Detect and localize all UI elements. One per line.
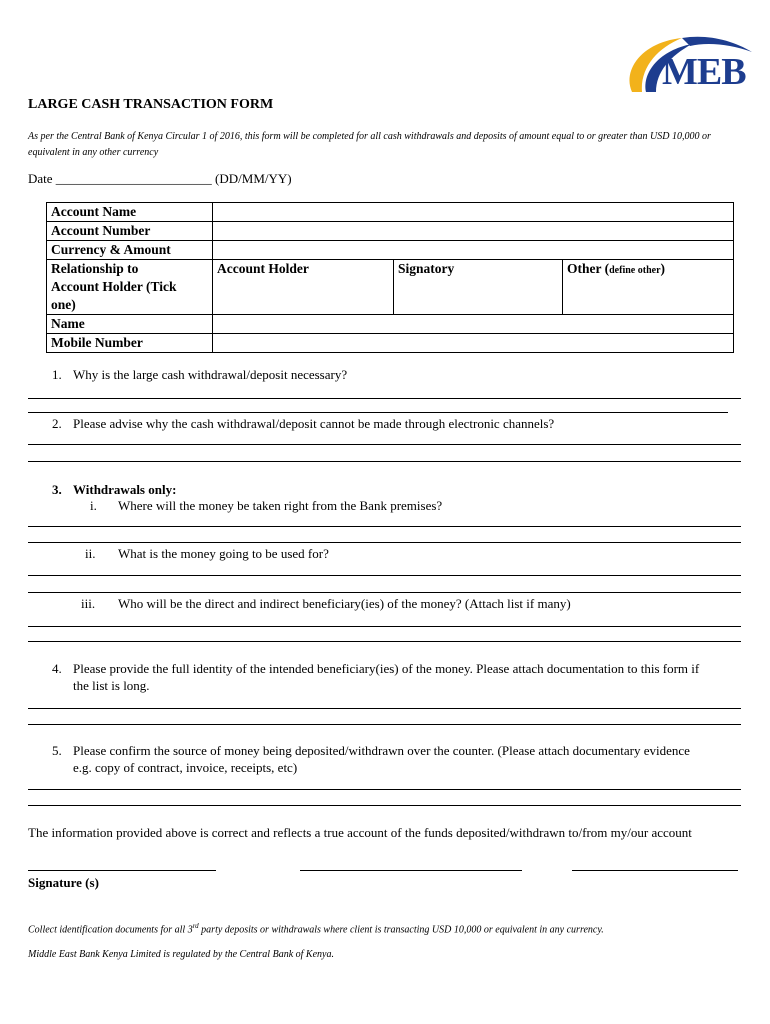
q3-text: Withdrawals only: [73, 482, 177, 497]
footer-note-a: Collect identification documents for all 3 [28, 924, 193, 936]
option-other-close: ) [660, 261, 666, 276]
q3iii-answer-line-2[interactable] [28, 641, 741, 642]
table-row [47, 334, 734, 353]
logo-text: MEB [662, 51, 746, 93]
table-row [47, 315, 734, 334]
table-row [47, 222, 734, 241]
signature-label: Signature (s) [28, 875, 99, 890]
q3iii-answer-line-1[interactable] [28, 626, 741, 627]
form-title: LARGE CASH TRANSACTION FORM [28, 97, 274, 112]
date-format: (DD/MM/YY) [215, 171, 292, 186]
relationship-line-2: Account Holder (Tick [51, 279, 177, 294]
date-label: Date [28, 171, 53, 186]
signature-line-2[interactable] [300, 870, 522, 871]
q3i-answer-line-1[interactable] [28, 526, 741, 527]
footer-note-sup: rd [192, 922, 199, 930]
currency-amount-field[interactable] [213, 241, 734, 260]
q4-text-line-1: Please provide the full identity of the intended beneficiary(ies) of the money. Please attach documentation to this form if [73, 661, 700, 676]
option-account-holder[interactable]: Account Holder [213, 260, 394, 315]
q1-answer-line-1[interactable] [28, 398, 741, 399]
q5-answer-line-2[interactable] [28, 805, 741, 806]
q3iii-number: iii. [81, 596, 96, 611]
q3-number: 3. [52, 482, 62, 497]
q3i-text: Where will the money be taken right from the Bank premises? [118, 498, 443, 513]
currency-amount-label: Currency & Amount [47, 241, 213, 260]
account-number-label: Account Number [47, 222, 213, 241]
option-signatory[interactable]: Signatory [394, 260, 563, 315]
mobile-label: Mobile Number [47, 334, 213, 353]
declaration-text: The information provided above is correct and reflects a true account of the funds deposited/withdrawn to/from my/our account [28, 825, 692, 840]
date-row [28, 171, 292, 187]
q2-answer-line-1[interactable] [28, 444, 741, 445]
intro-text: As per the Central Bank of Kenya Circular 1 of 2016, this form will be completed for all cash withdrawals and deposits of amount equal to or greater than USD 10,000 or equivalent in any other currency [28, 131, 711, 158]
q4-text-line-2: the list is long. [73, 678, 150, 693]
q5-text-line-1: Please confirm the source of money being deposited/withdrawn over the counter. (Please attach documentary evidence [73, 743, 690, 758]
q1-text: Why is the large cash withdrawal/deposit necessary? [73, 367, 348, 382]
table-row [47, 203, 734, 222]
q5-answer-line-1[interactable] [28, 789, 741, 790]
footer-note [28, 922, 604, 935]
account-table [46, 202, 734, 353]
q3i-answer-line-2[interactable] [28, 542, 741, 543]
q4-answer-line-1[interactable] [28, 708, 741, 709]
date-field[interactable]: ________________________ [55, 171, 212, 186]
option-other[interactable] [563, 260, 734, 315]
q1-answer-line-2[interactable] [28, 412, 728, 413]
option-other-label: Other ( [567, 261, 610, 276]
footer-regulated: Middle East Bank Kenya Limited is regulated by the Central Bank of Kenya. [28, 949, 334, 960]
q3i-number: i. [90, 498, 97, 513]
account-name-label: Account Name [47, 203, 213, 222]
footer-note-b: party deposits or withdrawals where client is transacting USD 10,000 or equivalent in any currency. [198, 924, 604, 936]
name-label: Name [47, 315, 213, 334]
q3ii-text: What is the money going to be used for? [118, 546, 329, 561]
q3ii-answer-line-2[interactable] [28, 592, 741, 593]
q2-text: Please advise why the cash withdrawal/deposit cannot be made through electronic channels? [73, 416, 555, 431]
table-row [47, 241, 734, 260]
relationship-line-1: Relationship to [51, 261, 139, 276]
q3ii-number: ii. [85, 546, 96, 561]
mobile-field[interactable] [213, 334, 734, 353]
q3ii-answer-line-1[interactable] [28, 575, 741, 576]
option-other-note: define other [609, 265, 661, 276]
account-number-field[interactable] [213, 222, 734, 241]
relationship-line-3: one) [51, 297, 76, 312]
q4-answer-line-2[interactable] [28, 724, 741, 725]
q2-number: 2. [52, 416, 62, 431]
q3iii-text: Who will be the direct and indirect beneficiary(ies) of the money? (Attach list if many) [118, 596, 571, 611]
q1-number: 1. [52, 367, 62, 382]
table-row [47, 260, 734, 315]
account-name-field[interactable] [213, 203, 734, 222]
q5-number: 5. [52, 743, 62, 758]
q4-number: 4. [52, 661, 62, 676]
q2-answer-line-2[interactable] [28, 461, 741, 462]
meb-logo [612, 30, 762, 102]
signature-line-3[interactable] [572, 870, 738, 871]
name-field[interactable] [213, 315, 734, 334]
q5-text-line-2: e.g. copy of contract, invoice, receipts, etc) [73, 760, 298, 775]
signature-line-1[interactable] [28, 870, 216, 871]
relationship-label [47, 260, 213, 315]
